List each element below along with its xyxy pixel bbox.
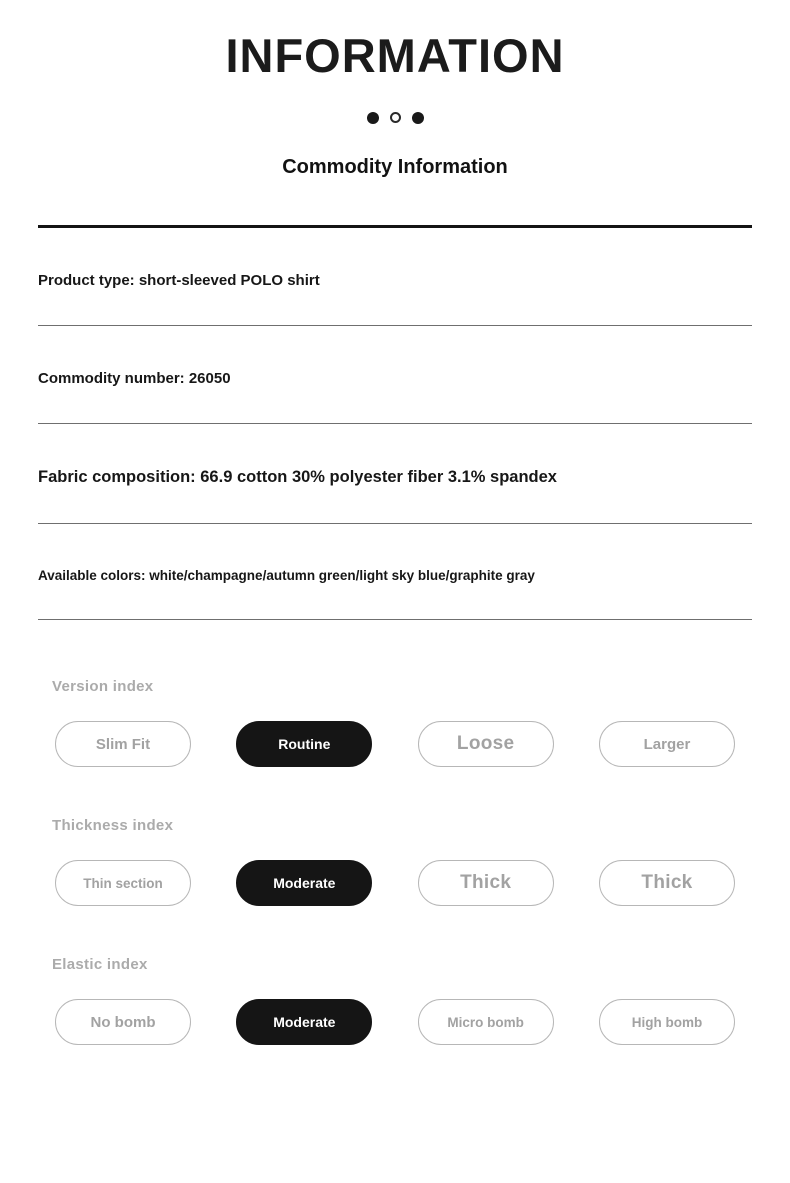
option-button-micro-bomb[interactable]: Micro bomb xyxy=(418,999,554,1045)
section-label: Version index xyxy=(52,678,154,695)
spec-row-commodity-number xyxy=(38,326,752,424)
option-row xyxy=(55,999,735,1045)
option-button-thick-1[interactable]: Thick xyxy=(418,860,554,906)
spec-text: Available colors: white/champagne/autumn green/light sky blue/graphite gray xyxy=(38,568,535,583)
page-title: INFORMATION xyxy=(225,29,565,82)
section-thickness-index xyxy=(0,817,790,906)
section-label: Thickness index xyxy=(52,817,174,834)
section-version-index xyxy=(0,678,790,767)
option-button-larger[interactable]: Larger xyxy=(599,721,735,767)
carousel-dot-1[interactable] xyxy=(367,112,379,124)
section-label: Elastic index xyxy=(52,956,148,973)
option-button-moderate-elastic[interactable]: Moderate xyxy=(236,999,372,1045)
option-button-slim-fit[interactable]: Slim Fit xyxy=(55,721,191,767)
option-button-loose[interactable]: Loose xyxy=(418,721,554,767)
section-subtitle: Commodity Information xyxy=(282,156,508,178)
spec-row-fabric-composition xyxy=(38,424,752,524)
option-button-no-bomb[interactable]: No bomb xyxy=(55,999,191,1045)
option-row xyxy=(55,721,735,767)
section-elastic-index xyxy=(0,956,790,1045)
option-button-high-bomb[interactable]: High bomb xyxy=(599,999,735,1045)
option-button-thin-section[interactable]: Thin section xyxy=(55,860,191,906)
index-sections xyxy=(0,678,790,1045)
spec-row-product-type xyxy=(38,228,752,326)
spec-row-available-colors xyxy=(38,524,752,620)
carousel-dots xyxy=(0,111,790,124)
carousel-dot-2[interactable] xyxy=(390,112,401,123)
spec-text: Commodity number: 26050 xyxy=(38,370,231,387)
option-button-routine[interactable]: Routine xyxy=(236,721,372,767)
option-button-moderate[interactable]: Moderate xyxy=(236,860,372,906)
carousel-dot-3[interactable] xyxy=(412,112,424,124)
spec-text: Product type: short-sleeved POLO shirt xyxy=(38,272,320,289)
option-row xyxy=(55,860,735,906)
spec-list xyxy=(38,228,752,620)
option-button-thick-2[interactable]: Thick xyxy=(599,860,735,906)
spec-text: Fabric composition: 66.9 cotton 30% polyester fiber 3.1% spandex xyxy=(38,468,557,486)
